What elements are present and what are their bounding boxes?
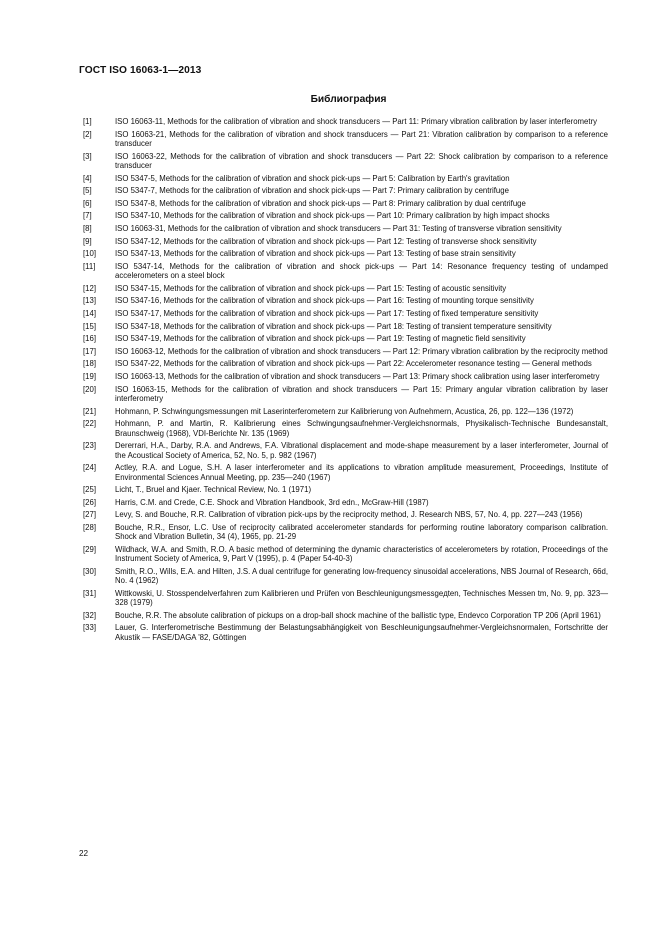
reference-item [83,545,608,564]
reference-number: [17] [83,346,97,356]
reference-number: [11] [83,261,96,271]
reference-item [83,237,608,246]
reference-number: [30] [83,566,97,576]
reference-text: ISO 5347-16, Methods for the calibration of vibration and shock pick-ups — Part 16: Testing of mounting torque sensitivity [115,296,534,306]
reference-number: [22] [83,419,97,429]
reference-text: ISO 5347-22, Methods for the calibration of vibration and shock pick-ups — Part 22: Accelerometer resonance testing — General methods [115,359,592,369]
section-title-text: Библиография [310,94,387,105]
reference-number: [24] [83,463,97,473]
reference-number: [6] [83,198,92,208]
reference-item [83,117,608,126]
section-title [0,94,661,105]
reference-text: Levy, S. and Bouche, R.R. Calibration of vibration pick-ups by the reciprocity method, J. Research NBS, 57, No. 4, pp. 227—243 (1956) [115,510,583,520]
reference-text: ISO 5347-8, Methods for the calibration of vibration and shock pick-ups — Part 8: Primary calibration by dual centrifuge [115,198,526,208]
reference-text: Dererrari, H.A., Darby, R.A. and Andrews, F.A. Vibrational displacement and mode-shape measurement by a laser interferometer, Journal of the Acoustical Society of America, 52, No. 5, p. 982 (1967) [115,441,608,460]
reference-number: [29] [83,544,97,554]
reference-number: [25] [83,485,97,495]
reference-item [83,589,608,608]
reference-number: [26] [83,497,97,507]
reference-text: ISO 5347-14, Methods for the calibration of vibration and shock pick-ups — Part 14: Resonance frequency testing of undamped accelerometers on a steel block [115,261,608,281]
reference-item [83,611,608,620]
reference-text: Wildhack, W.A. and Smith, R.O. A basic method of determining the dynamic characteristics of accelerometers by rotation, Proceedings of the Instrument Society of America, 9, Part V (1995), p. 4 (Paper 54-40-3) [115,544,608,564]
reference-item [83,186,608,195]
reference-number: [12] [83,283,97,293]
reference-text: ISO 16063-11, Methods for the calibration of vibration and shock transducers — Part 11: Primary vibration calibration by laser interferometry [115,117,598,126]
reference-number: [7] [83,211,92,221]
reference-item [83,174,608,183]
reference-text: Bouche, R.R., Ensor, L.C. Use of reciprocity calibrated accelerometer standards for performing routine laboratory comparison calibration. Shock and Vibration Bulletin, 34 (4), 1965, pp. 21-29 [115,522,608,542]
reference-text: ISO 5347-13, Methods for the calibration of vibration and shock pick-ups — Part 13: Testing of base strain sensitivity [115,249,516,259]
reference-item [83,419,608,438]
reference-item [83,211,608,220]
reference-item [83,334,608,343]
reference-text: ISO 16063-21, Methods for the calibration of vibration and shock transducers — Part 21: Vibration calibration by comparison to a reference transducer [115,129,608,148]
reference-text: ISO 5347-17, Methods for the calibration of vibration and shock pick-ups — Part 17: Testing of fixed temperature sensitivity [115,308,539,318]
reference-text: ISO 16063-31, Methods for the calibration of vibration and shock transducers — Part 31: Testing of transverse vibration sensitivity [115,223,562,233]
reference-item [83,372,608,381]
reference-number: [31] [83,588,97,598]
reference-text: ISO 5347-15, Methods for the calibration of vibration and shock pick-ups — Part 15: Testing of acoustic sensitivity [115,283,507,293]
reference-number: [16] [83,334,97,344]
reference-text: Licht, T., Bruel and Kjaer. Technical Review, No. 1 (1971) [115,485,312,495]
reference-number: [23] [83,441,97,451]
reference-text: Hohmann, P. and Martin, R. Kalibrierung eines Schwingungsaufnehmer-Vergleichsnormals, Physikalisch-Technische Bundesanstalt, Braunschweig (1968), VDI-Berichte Nr. 135 (1969) [115,419,608,438]
reference-item [83,567,608,586]
reference-item [83,347,608,356]
reference-number: [32] [83,610,97,620]
reference-item [83,322,608,331]
reference-item [83,523,608,542]
reference-text: ISO 5347-18, Methods for the calibration of vibration and shock pick-ups — Part 18: Testing of transient temperature sensitivity [115,321,552,331]
reference-item [83,262,608,281]
reference-text: Wittkowski, U. Stosspendelverfahren zum Kalibrieren und Prüfen von Beschleunigungsmessgeдten, Technisches Messen tm, No. 9, pp. 323—328 (1979) [115,588,608,608]
reference-item [83,463,608,482]
reference-item [83,199,608,208]
reference-item [83,130,608,149]
reference-text: ISO 5347-10, Methods for the calibration of vibration and shock pick-ups — Part 10: Primary calibration by high impact shocks [115,211,550,221]
reference-number: [3] [83,151,92,161]
reference-number: [28] [83,522,97,532]
reference-number: [18] [83,359,97,369]
reference-item [83,249,608,258]
reference-number: [21] [83,406,97,416]
reference-item [83,309,608,318]
reference-item [83,152,608,171]
reference-item [83,510,608,519]
reference-text: Smith, R.O., Wills, E.A. and Hilten, J.S. A dual centrifuge for generating low-frequency sinusoidal accelerations, NBS Journal of Research, 66d, No. 4 (1962) [115,566,608,586]
reference-number: [14] [83,308,97,318]
reference-item [83,407,608,416]
reference-text: ISO 5347-19, Methods for the calibration of vibration and shock pick-ups — Part 19: Testing of magnetic field sensitivity [115,334,526,344]
reference-item [83,224,608,233]
reference-item [83,359,608,368]
reference-text: Hohmann, P. Schwingungsmessungen mit Laserinterferometern zur Kalibrierung von Aufnehmern, Acustica, 26, pp. 122—136 (1972) [115,406,574,416]
page-number: 22 [79,849,89,858]
reference-item [83,284,608,293]
reference-item [83,385,608,404]
reference-item [83,498,608,507]
reference-text: ISO 5347-12, Methods for the calibration of vibration and shock pick-ups — Part 12: Testing of transverse shock sensitivity [115,236,537,246]
reference-number: [8] [83,223,92,233]
reference-text: Harris, C.M. and Crede, C.E. Shock and Vibration Handbook, 3rd edn., McGraw-Hill (1987) [115,497,429,507]
reference-number: [2] [83,129,92,139]
reference-text: ISO 16063-12, Methods for the calibration of vibration and shock transducers — Part 12: Primary vibration calibration by the reciprocity method [115,346,608,356]
reference-text: ISO 16063-13, Methods for the calibration of vibration and shock transducers — Part 13: Primary shock calibration using laser interferometry [115,371,600,381]
reference-text: Lauer, G. Interferometrische Bestimmung der Belastungsabhängigkeit von Beschleunigungsaufnehmer-Vergleichsnormalen, Fortschritte der Akustik — FASE/DAGA '82, Göttingen [115,623,608,642]
reference-item [83,485,608,494]
document-header: ГОСТ ISO 16063-1—2013 [79,65,202,76]
reference-text: Bouche, R.R. The absolute calibration of pickups on a drop-ball shock machine of the ballistic type, Endevco Corporation TP 206 (April 1961) [115,610,601,620]
reference-item [83,296,608,305]
reference-text: ISO 16063-22, Methods for the calibration of vibration and shock transducers — Part 22: Shock calibration by comparison to a reference transducer [115,151,608,170]
reference-text: ISO 5347-7, Methods for the calibration of vibration and shock pick-ups — Part 7: Primary calibration by centrifuge [115,186,509,196]
reference-number: [33] [83,623,97,633]
bibliography-list [83,117,608,645]
reference-text: ISO 5347-5, Methods for the calibration of vibration and shock pick-ups — Part 5: Calibration by Earth's gravitation [115,173,510,183]
reference-number: [27] [83,510,97,520]
reference-text: Actley, R.A. and Logue, S.H. A laser interferometer and its applications to vibration amplitude measurement, Proceedings, Institute of Environmental Sciences Annual Meeting, pp. 235—240 (1967) [115,463,608,482]
reference-number: [19] [83,371,97,381]
reference-number: [4] [83,173,92,183]
reference-number: [1] [83,117,92,126]
reference-text: ISO 16063-15, Methods for the calibration of vibration and shock transducers — Part 15: Primary angular vibration calibration by laser interferometry [115,384,608,403]
reference-number: [20] [83,384,97,394]
reference-number: [9] [83,236,92,246]
reference-number: [13] [83,296,97,306]
reference-item [83,623,608,642]
reference-number: [15] [83,321,97,331]
reference-item [83,441,608,460]
reference-number: [5] [83,186,92,196]
reference-number: [10] [83,249,97,259]
